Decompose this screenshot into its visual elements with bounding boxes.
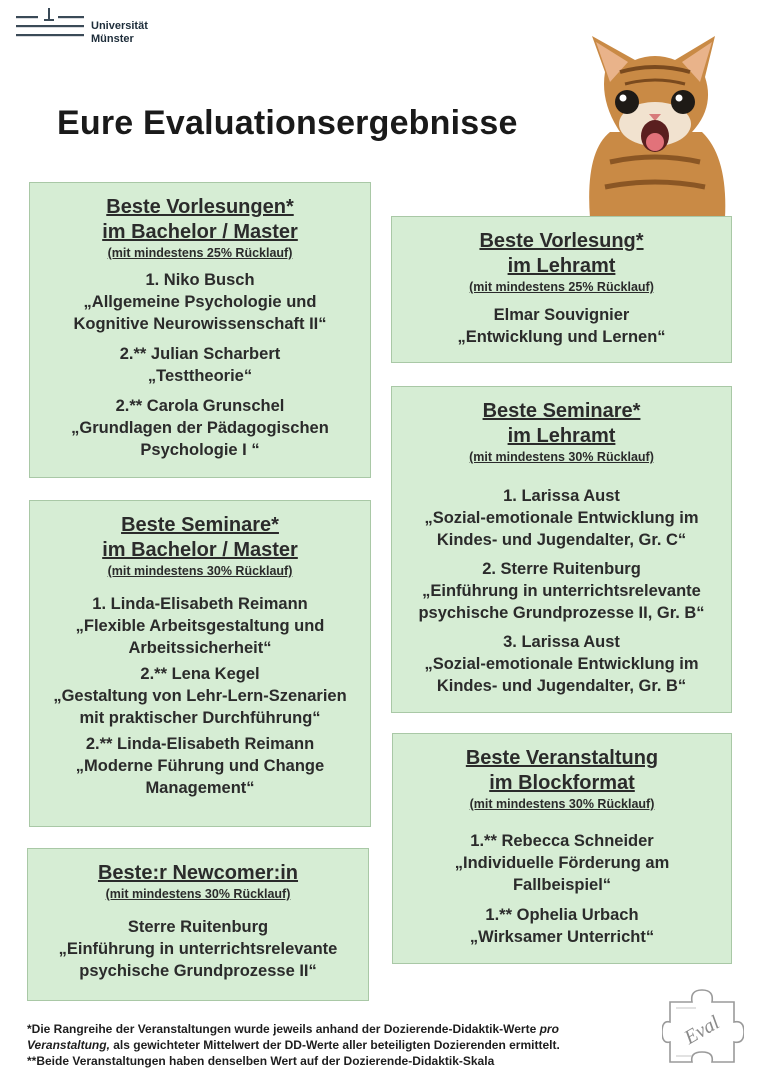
entry-name: 1. Niko Busch (145, 271, 255, 289)
heading-line1: Beste Vorlesungen* (106, 196, 294, 218)
entry-course: „Individuelle Förderung am (454, 854, 670, 872)
entry-course: „Flexible Arbeitsgestaltung und (75, 617, 325, 635)
entry-2 (392, 558, 731, 624)
footnote-italic: pro Veranstaltung, (27, 1022, 559, 1052)
heading-line1: Beste:r Newcomer:in (97, 862, 299, 884)
entry-course: „Grundlagen der Pädagogischen (71, 419, 329, 437)
heading-line1: Beste Veranstaltung (465, 747, 659, 769)
heading-line2: im Bachelor / Master (102, 221, 298, 243)
entry-course: mit praktischer Durchführung“ (79, 709, 321, 727)
entry-course: „Testtheorie“ (147, 367, 253, 385)
requirement-note: (mit mindestens 25% Rücklauf) (107, 246, 293, 260)
entry-3 (30, 395, 370, 461)
entry-course: Kognitive Neurowissenschaft II“ (73, 315, 327, 333)
entry-name: 2.** Lena Kegel (140, 665, 260, 683)
entry-course: Fallbeispiel“ (512, 876, 612, 894)
entry-name: 3. Larissa Aust (503, 633, 620, 651)
entry-3 (392, 631, 731, 697)
box-seminare-bachelor-master (29, 500, 371, 827)
page-title: Eure Evaluationsergebnisse (57, 104, 518, 142)
entry-course: Kindes- und Jugendalter, Gr. C“ (436, 531, 687, 549)
box-blockformat (392, 733, 732, 964)
university-logo (14, 6, 174, 46)
entry-course: „Gestaltung von Lehr-Lern-Szenarien (53, 687, 347, 705)
entry-2 (30, 343, 370, 387)
heading-line2: im Lehramt (507, 425, 616, 447)
entry-course: „Sozial-emotionale Entwicklung im (424, 655, 699, 673)
entry-name: Elmar Souvignier (493, 306, 630, 324)
entry-course: „Sozial-emotionale Entwicklung im (424, 509, 699, 527)
entry-course: „Moderne Führung und Change (75, 757, 325, 775)
box-newcomer (27, 848, 369, 1001)
requirement-note: (mit mindestens 30% Rücklauf) (105, 887, 291, 901)
entry-name: 2.** Linda-Elisabeth Reimann (85, 735, 315, 753)
entry-1 (392, 304, 731, 348)
footnote-text: *Die Rangreihe der Veranstaltungen wurde jeweils anhand der Dozierende-Didaktik-Werte (27, 1022, 540, 1036)
entry-2 (30, 663, 370, 729)
kitten-image (580, 32, 730, 218)
entry-course: Management“ (145, 779, 255, 797)
entry-1 (30, 269, 370, 335)
entry-1 (30, 593, 370, 659)
requirement-note: (mit mindestens 30% Rücklauf) (469, 450, 654, 464)
heading-line1: Beste Vorlesung* (479, 230, 644, 252)
entry-course: Psychologie I “ (140, 441, 260, 459)
entry-course: „Einführung in unterrichtsrelevante (422, 582, 701, 600)
entry-1 (393, 830, 731, 896)
requirement-note: (mit mindestens 30% Rücklauf) (107, 564, 293, 578)
entry-name: Sterre Ruitenburg (127, 918, 269, 936)
entry-course: Kindes- und Jugendalter, Gr. B“ (436, 677, 687, 695)
eval-puzzle-logo (662, 984, 744, 1066)
university-emblem-icon (14, 6, 86, 46)
box-vorlesung-lehramt (391, 216, 732, 363)
heading-line2: im Bachelor / Master (102, 539, 298, 561)
entry-3 (30, 733, 370, 799)
entry-name: 2.** Carola Grunschel (115, 397, 285, 415)
box-vorlesungen-bachelor-master (29, 182, 371, 478)
entry-course: psychische Grundprozesse II“ (79, 962, 317, 980)
heading-line1: Beste Seminare* (482, 400, 641, 422)
entry-1 (28, 916, 368, 982)
footnote-line1 (27, 1021, 637, 1053)
heading-line2: im Blockformat (489, 772, 635, 794)
entry-name: 1. Larissa Aust (503, 487, 620, 505)
entry-name: 2. Sterre Ruitenburg (482, 560, 641, 578)
puzzle-text: Eval (680, 1011, 724, 1049)
logo-line1: Universität (91, 20, 148, 32)
footnote (27, 1021, 637, 1069)
entry-name: 1.** Ophelia Urbach (485, 906, 639, 924)
box-seminare-lehramt (391, 386, 732, 713)
heading-line1: Beste Seminare* (121, 514, 279, 536)
entry-course: „Entwicklung und Lernen“ (457, 328, 666, 346)
entry-course: psychische Grundprozesse II, Gr. B“ (418, 604, 705, 622)
footnote-line2: **Beide Veranstaltungen haben denselben Wert auf der Dozierende-Didaktik-Skala (27, 1054, 495, 1068)
requirement-note: (mit mindestens 25% Rücklauf) (469, 280, 654, 294)
entry-course: „Allgemeine Psychologie und (83, 293, 317, 311)
logo-line2: Münster (91, 33, 134, 45)
entry-course: „Einführung in unterrichtsrelevante (58, 940, 338, 958)
entry-name: 1.** Rebecca Schneider (470, 832, 654, 850)
heading-line2: im Lehramt (507, 255, 616, 277)
entry-course: „Wirksamer Unterricht“ (469, 928, 655, 946)
puzzle-icon (662, 984, 744, 1066)
entry-name: 2.** Julian Scharbert (119, 345, 281, 363)
entry-2 (393, 904, 731, 948)
entry-name: 1. Linda-Elisabeth Reimann (92, 595, 308, 613)
requirement-note: (mit mindestens 30% Rücklauf) (469, 797, 655, 811)
entry-1 (392, 485, 731, 551)
footnote-text: als gewichteter Mittelwert der DD-Werte aller beteiligten Dozierenden ermittelt. (109, 1038, 560, 1052)
entry-course: Arbeitssicherheit“ (128, 639, 272, 657)
